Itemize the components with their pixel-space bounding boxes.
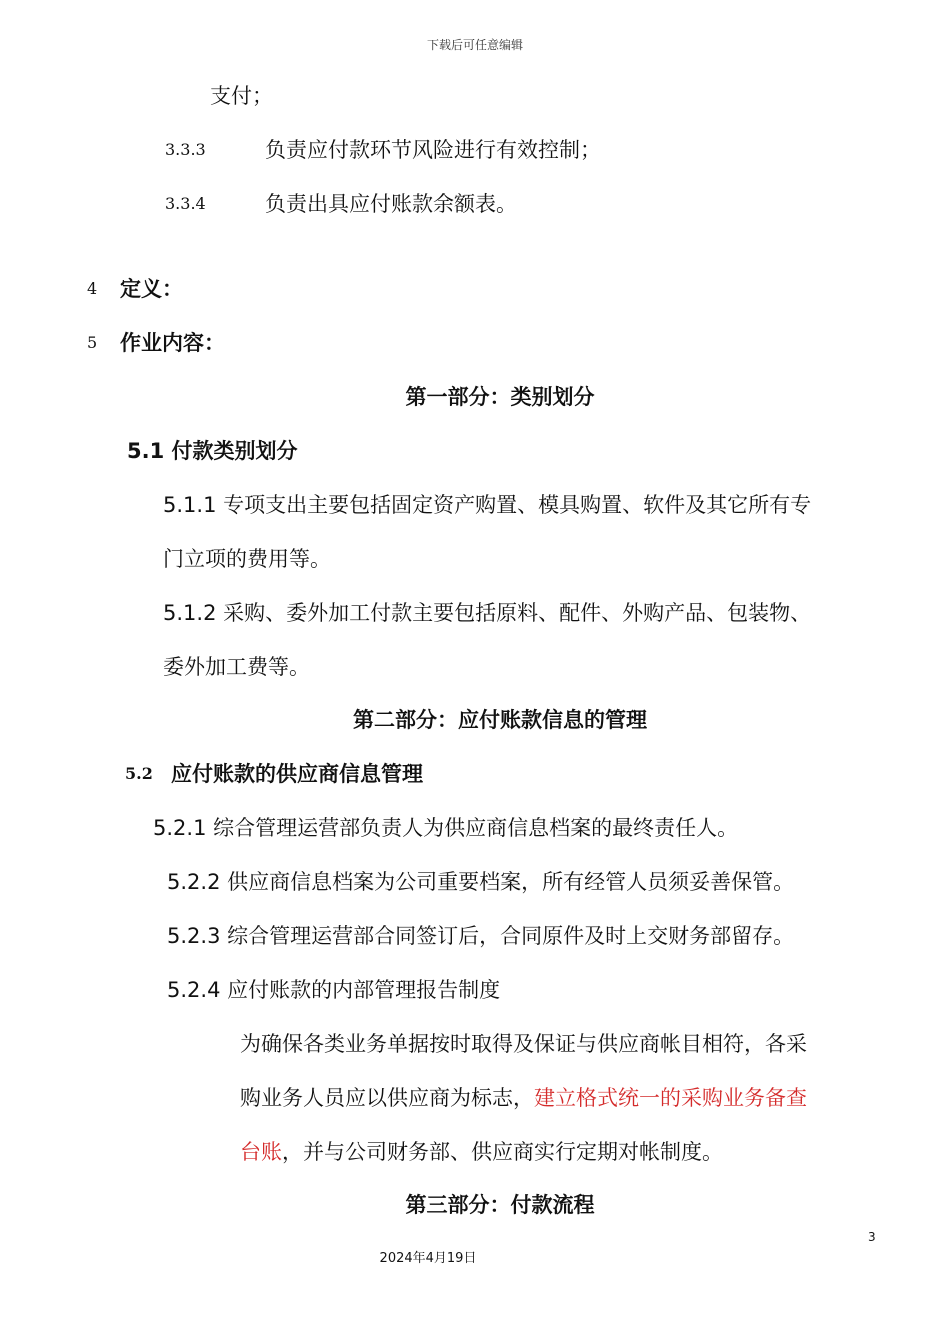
subsection-number: 5.2 [125,764,153,783]
subsection-heading: 5.1 付款类别划分 [127,439,298,463]
text-line: 5.2.4 应付账款的内部管理报告制度 [167,978,501,1002]
text-line: 支付； [210,84,273,108]
section-number: 4 [87,279,98,298]
text-line: 负责出具应付账款余额表。 [265,192,517,216]
text-line: 为确保各类业务单据按时取得及保证与供应商帐目相符，各采 [240,1032,807,1056]
text-line: 5.2.1 综合管理运营部负责人为供应商信息档案的最终责任人。 [153,816,739,840]
section-number: 5 [87,333,98,352]
page-number: 3 [868,1230,876,1244]
part-heading: 第三部分：付款流程 [405,1193,595,1217]
section-heading: 作业内容： [120,331,225,355]
text-line: 5.2.3 综合管理运营部合同签订后，合同原件及时上交财务部留存。 [167,924,795,948]
item-number: 3.3.3 [165,140,206,159]
highlighted-text: 建立格式统一的采购业务备查 [534,1086,807,1110]
text-line: 5.1.1 专项支出主要包括固定资产购置、模具购置、软件及其它所有专 [163,493,812,517]
text-line [240,1084,807,1112]
text-line: 负责应付款环节风险进行有效控制； [265,138,601,162]
text-line [240,1138,723,1166]
page-header: 下载后可任意编辑 [426,38,523,52]
text-segment: ，并与公司财务部、供应商实行定期对帐制度。 [282,1140,723,1164]
text-line: 5.2.2 供应商信息档案为公司重要档案，所有经管人员须妥善保管。 [167,870,795,894]
footer-date: 2024年4月19日 [379,1251,477,1266]
part-heading: 第一部分：类别划分 [405,385,595,409]
text-segment: 购业务人员应以供应商为标志， [240,1086,534,1110]
subsection-heading: 应付账款的供应商信息管理 [171,762,423,786]
section-heading: 定义： [120,277,183,301]
item-number: 3.3.4 [165,194,206,213]
text-line: 5.1.2 采购、委外加工付款主要包括原料、配件、外购产品、包装物、 [163,601,812,625]
highlighted-text: 台账 [240,1140,282,1164]
part-heading: 第二部分：应付账款信息的管理 [353,708,647,732]
text-line: 门立项的费用等。 [163,547,331,571]
text-line: 委外加工费等。 [163,655,310,679]
